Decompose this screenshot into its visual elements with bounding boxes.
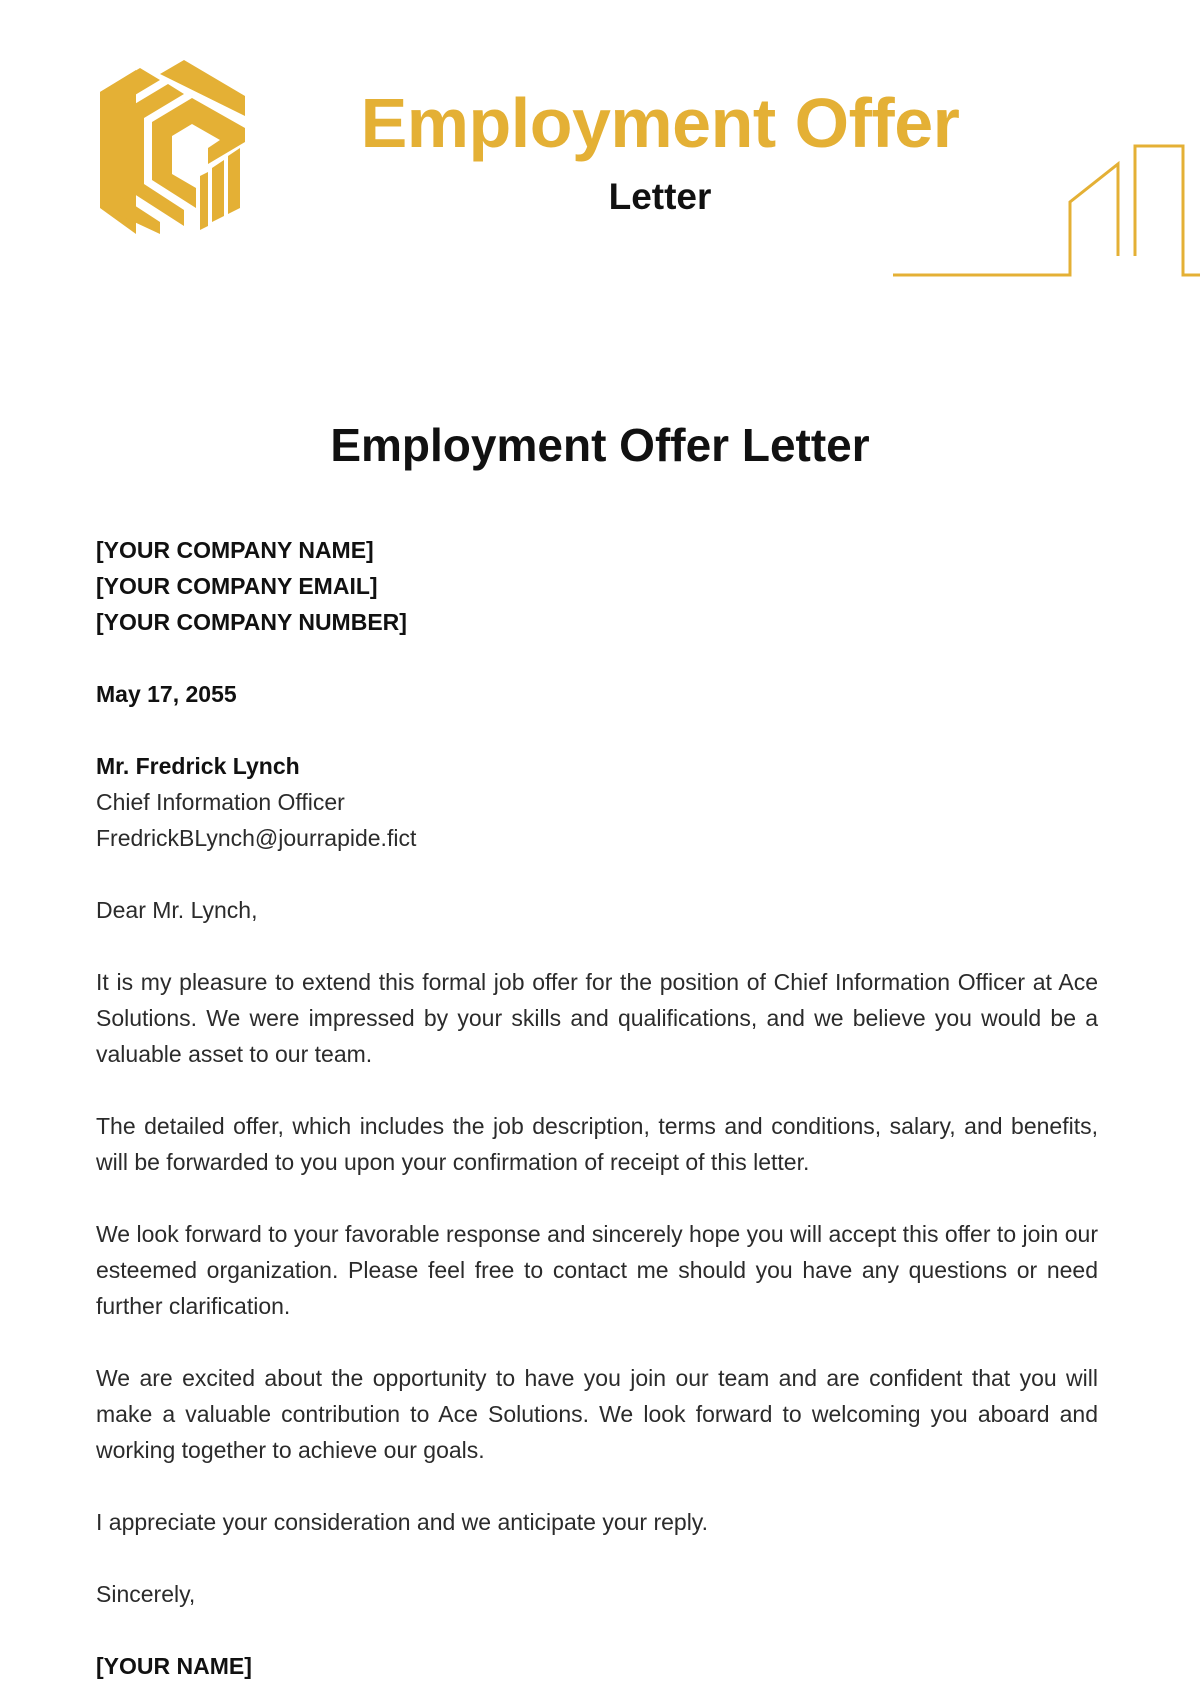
letter-body: [96, 532, 1098, 1684]
paragraph-offer: It is my pleasure to extend this formal job offer for the position of Chief Information Officer at Ace Solutions. We were impressed by your skills and qualifications, and we believe you would be a valuable asset to our team.: [96, 969, 1098, 1067]
company-name-placeholder: [YOUR COMPANY NAME]: [96, 537, 374, 563]
closing: Sincerely,: [96, 1581, 196, 1607]
company-number-placeholder: [YOUR COMPANY NUMBER]: [96, 609, 407, 635]
letter-date: May 17, 2055: [96, 681, 237, 707]
document-title: Employment Offer Letter: [330, 419, 870, 471]
paragraph-excitement: We are excited about the opportunity to have you join our team and are confident that you will make a valuable contribution to Ace Solutions. We look forward to welcoming you aboard and working together to achieve our goals.: [96, 1365, 1098, 1463]
recipient-title: Chief Information Officer: [96, 789, 345, 815]
recipient-email: FredrickBLynch@jourrapide.fict: [96, 825, 417, 851]
paragraph-appreciation: I appreciate your consideration and we anticipate your reply.: [96, 1509, 708, 1535]
signature-placeholder: [YOUR NAME]: [96, 1653, 252, 1679]
salutation: Dear Mr. Lynch,: [96, 897, 258, 923]
header-subtitle: Letter: [608, 176, 712, 217]
paragraph-response: We look forward to your favorable response and sincerely hope you will accept this offer to join our esteemed organization. Please feel free to contact me should you have any questions or need further clarification.: [96, 1221, 1098, 1319]
paragraph-details: The detailed offer, which includes the job description, terms and conditions, salary, and benefits, will be forwarded to you upon your confirmation of receipt of this letter.: [96, 1113, 1098, 1175]
recipient-name: Mr. Fredrick Lynch: [96, 753, 300, 779]
header-title: Employment Offer: [360, 84, 960, 162]
company-email-placeholder: [YOUR COMPANY EMAIL]: [96, 573, 378, 599]
